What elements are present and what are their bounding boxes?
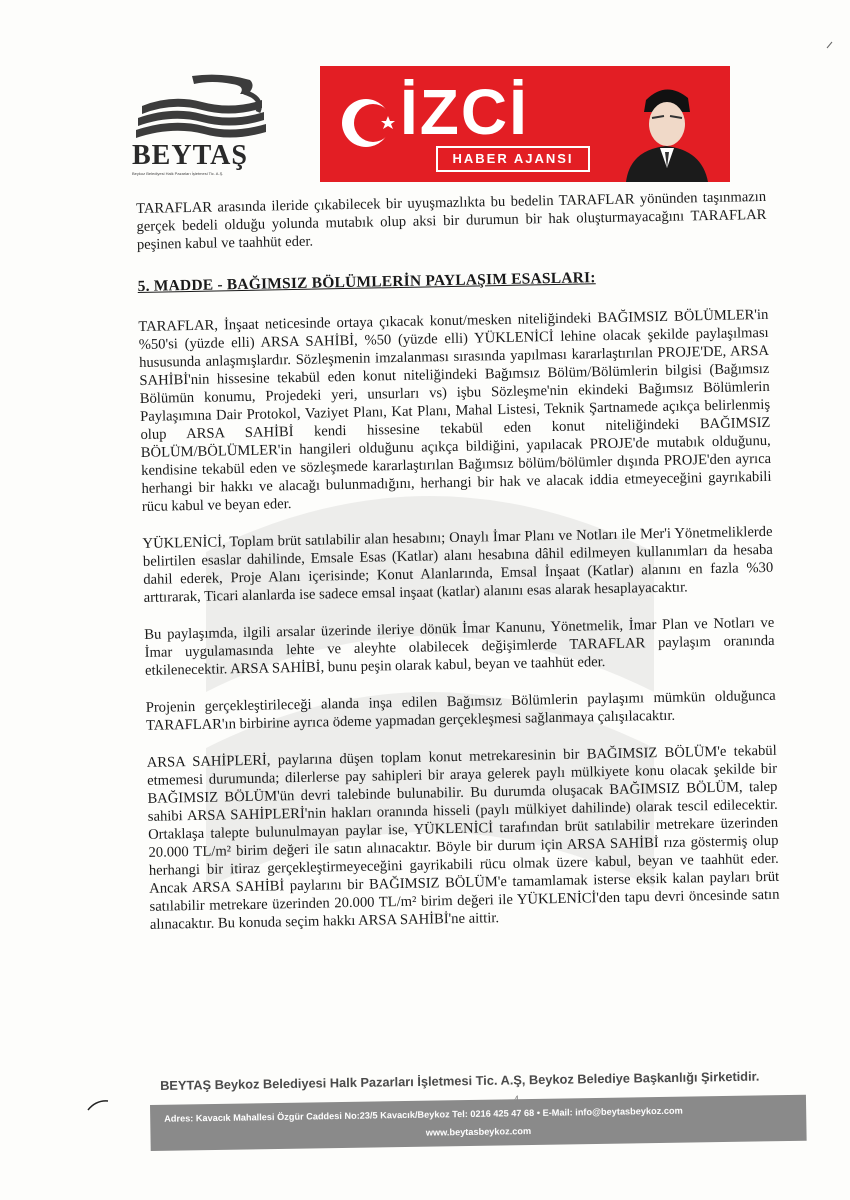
footer-contact-bar <box>150 1095 807 1151</box>
paragraph-contractor-calculation: YÜKLENİCİ, Toplam brüt satılabilir alan hesabını; Onaylı İmar Planı ve Notları ile Mer'i Yönetmeliklerde belirtilen esaslar dahilinde, Emsale Esas (Katlar) alanı hesabına dâhil edilmeyen kullanımları da hesaba dahil ederek, Proje Alanı içerisinde; Konut Alanlarında, Emsal İnşaat (Katlar) alanını en fazla %30 arttırarak, Ticari alanlarda ise sadece emsal inşaat (katlar) alanını esas alarak hesaplayacaktır. <box>142 523 774 606</box>
beytas-wave-icon <box>132 72 272 142</box>
footer-company-line: BEYTAŞ Beykoz Belediyesi Halk Pazarları İşletmesi Tic. A.Ş, Beykoz Belediye Başkanlığı Şirketidir. <box>160 1068 760 1093</box>
margin-mark-icon <box>826 40 834 50</box>
paragraph-no-payment: Projenin gerçekleştirileceği alanda inşa edilen Bağımsız Bölümlerin paylaşımı mümkün olduğunca TARAFLAR'ın birbirine ayrıca ödeme yapmadan gerçekleşmesi sağlanmaya çalışılacaktır. <box>145 687 776 734</box>
paragraph-shared-ownership: ARSA SAHİPLERİ, paylarına düşen toplam konut metrekaresinin bir BAĞIMSIZ BÖLÜM'e tekabül etmemesi durumunda; dilerlerse pay sahipleri bir araya gelerek paylı mülkiyete konu olacak şekilde bir BAĞIMSIZ BÖLÜM'ün devri talebinde bulunabilir. Bu durumda oluşacak BAĞIMSIZ BÖLÜM, talep sahibi ARSA SAHİPLERİ'nin hakları oranında hisseli (paylı mülkiyet dahilinde) olarak tescil edilecektir. Ortaklaşa talepte bulunulmayan paylar ise, YÜKLENİCİ tarafından brüt satılabilir metrekare üzerinden 20.000 TL/m² birim değeri ile satın alınacaktır. Böyle bir durum için ARSA SAHİBİ rıza göstermiş olup herhangi bir itiraz gerçekleştirmeyeceğini gayrikabili rücu olmak üzere kabul, beyan ve taahhüt eder. Ancak ARSA SAHİBİ paylarını bir BAĞIMSIZ BÖLÜM'e tamamlamak isterse eksik kalan payları brüt satılabilir metrekare üzerinden 20.000 TL/m² birim değeri ile YÜKLENİCİ'den tapu devri öncesinde satın alınacaktır. Bu konuda seçim hakkı ARSA SAHİBİ'ne aittir. <box>146 742 780 933</box>
logo-tagline: Beykoz Belediyesi Halk Pazarları İşletmesi Tic. A.Ş. <box>132 171 224 176</box>
document-body <box>136 188 780 953</box>
page-header <box>0 0 850 200</box>
pen-mark-icon <box>86 1098 110 1112</box>
banner-subtitle: HABER AJANSI <box>436 146 590 172</box>
footer-address: Adres: Kavacık Mahallesi Özgür Caddesi No:23/5 Kavacık/Beykoz Tel: 0216 425 47 68 • E-Mail: info@beytasbeykoz.com <box>164 1105 683 1124</box>
logo-name: BEYTAŞ <box>132 140 248 171</box>
footer-website: www.beytasbeykoz.com <box>425 1126 532 1138</box>
izci-banner <box>320 66 730 182</box>
beytas-logo <box>132 72 272 182</box>
portrait-icon <box>616 72 716 182</box>
banner-title: İZCİ <box>400 76 529 148</box>
crescent-star-icon <box>336 88 406 158</box>
continuation-paragraph: TARAFLAR arasında ileride çıkabilecek bir uyuşmazlıkta bu bedelin TARAFLAR yönünden taşınmazın gerçek bedeli olduğu yolunda mutabık olup aksi bir durumun bir hak oluşturmayacağını TARAFLAR peşinen kabul ve taahhüt eder. <box>136 188 767 253</box>
paragraph-zoning-changes: Bu paylaşımda, ilgili arsalar üzerinde ileriye dönük İmar Kanunu, Yönetmelik, İmar Plan ve Notları ve İmar uygulamasında lehte ve aleyhte olabilecek değişimlerde TARAFLAR paylaşım oranında etkilenecektir. ARSA SAHİBİ, bunu peşin olarak kabul, beyan ve taahhüt eder. <box>144 614 775 679</box>
paragraph-sharing-ratio: TARAFLAR, İnşaat neticesinde ortaya çıkacak konut/mesken niteliğindeki BAĞIMSIZ BÖLÜMLER'in %50'si (yüzde elli) ARSA SAHİBİ, %50 (yüzde elli) YÜKLENİCİ lehine olacak şekilde paylaşılması hususunda anlaşmışlardır. Sözleşmenin imzalanması sırasında yapılması kararlaştırılan PROJE'DE, ARSA SAHİBİ'nin hissesine tekabül eden konut niteliğindeki Bağımsız Bölüm/Bölümlerin bilgisi (Bağımsız Bölümün konumu, Projedeki yeri, unsurları vs) işbu Sözleşme'nin ekindeki Bağımsız Bölümlerin Paylaşımına Dair Protokol, Vaziyet Planı, Kat Planı, Mahal Listesi, Teknik Şartnamede açıkça belirlenmiş olup ARSA SAHİBİ kendi hissesine tekabül eden konut niteliğindeki BAĞIMSIZ BÖLÜM/BÖLÜMLER'in hangileri olduğunu açıkça bildiğini, yapılacak PROJE'de mutabık olduğunu, kendisine tekabül eden ve sözleşmede kararlaştırılan Bağımsız bölüm/bölümler dışında PROJE'den ayrıca herhangi bir hakkı ve alacağı bulunmadığını, herhangi bir hak ve alacak iddia etmeyeceğini gayrıkabili rücu kabul ve beyan eder. <box>138 306 772 515</box>
section-heading: 5. MADDE - BAĞIMSIZ BÖLÜMLERİN PAYLAŞIM ESASLARI: <box>137 269 596 295</box>
